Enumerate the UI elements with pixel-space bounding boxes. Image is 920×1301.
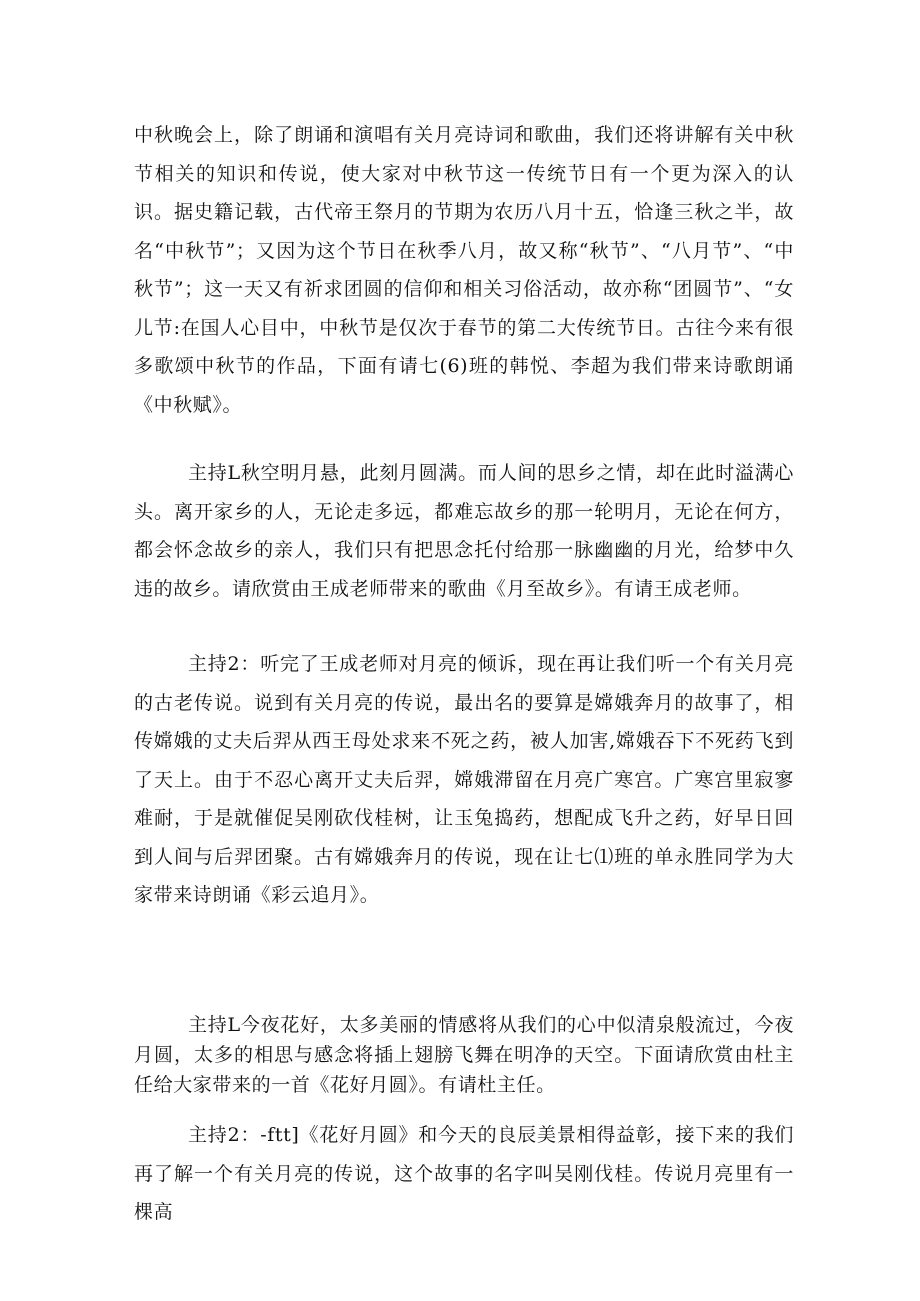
paragraph-host2-wugang: 主持2：-ftt]《花好月圆》和今天的良辰美景相得益彰，接下来的我们再了解一个有关月亮的传说，这个故事的名字叫吴刚伐桂。传说月亮里有一棵高 (134, 1124, 794, 1223)
paragraph-host1-flowers: 主持L今夜花好，太多美丽的情感将从我们的心中似清泉般流过，今夜月圆，太多的相思与感念将插上翅膀飞舞在明净的天空。下面请欣赏由杜主任给大家带来的一首《花好月圆》。有请杜主任。 (134, 1014, 794, 1096)
paragraph-host2-legend: 主持2：听完了王成老师对月亮的倾诉，现在再让我们听一个有关月亮的古老传说。说到有关月亮的传说，最出名的要算是嫦娥奔月的故事了，相传嫦娥的丈夫后羿从西王母处求来不死之药，被人加害,嫦娥吞下不死药飞到了天上。由于不忍心离开丈夫后羿，嫦娥滞留在月亮广寒宫。广寒宫里寂寥难耐，于是就催促吴刚砍伐桂树，让玉兔捣药，想配成飞升之药，好早日回到人间与后羿团聚。古有嫦娥奔月的传说，现在让七⑴班的单永胜同学为大家带来诗朗诵《彩云追月》。 (134, 653, 794, 906)
paragraph-host1-song: 主持L秋空明月悬，此刻月圆满。而人间的思乡之情，却在此时溢满心头。离开家乡的人，无论走多远，都难忘故乡的那一轮明月，无论在何方，都会怀念故乡的亲人，我们只有把思念托付给那一脉幽幽的月光，给梦中久违的故乡。请欣赏由王成老师带来的歌曲《月至故乡》。有请王成老师。 (134, 462, 794, 600)
paragraph-intro: 中秋晚会上，除了朗诵和演唱有关月亮诗词和歌曲，我们还将讲解有关中秋节相关的知识和传说，使大家对中秋节这一传统节日有一个更为深入的认识。据史籍记载，古代帝王祭月的节期为农历八月十五，恰逢三秋之半，故名“中秋节”；又因为这个节日在秋季八月，故又称“秋节”、“八月节”、“中秋节”；这一天又有祈求团圆的信仰和相关习俗活动，故亦称“团圆节”、“女儿节:在国人心目中，中秋节是仅次于春节的第二大传统节日。古往今来有很多歌颂中秋节的作品，下面有请七(6)班的韩悦、李超为我们带来诗歌朗诵《中秋赋》。 (134, 124, 794, 416)
